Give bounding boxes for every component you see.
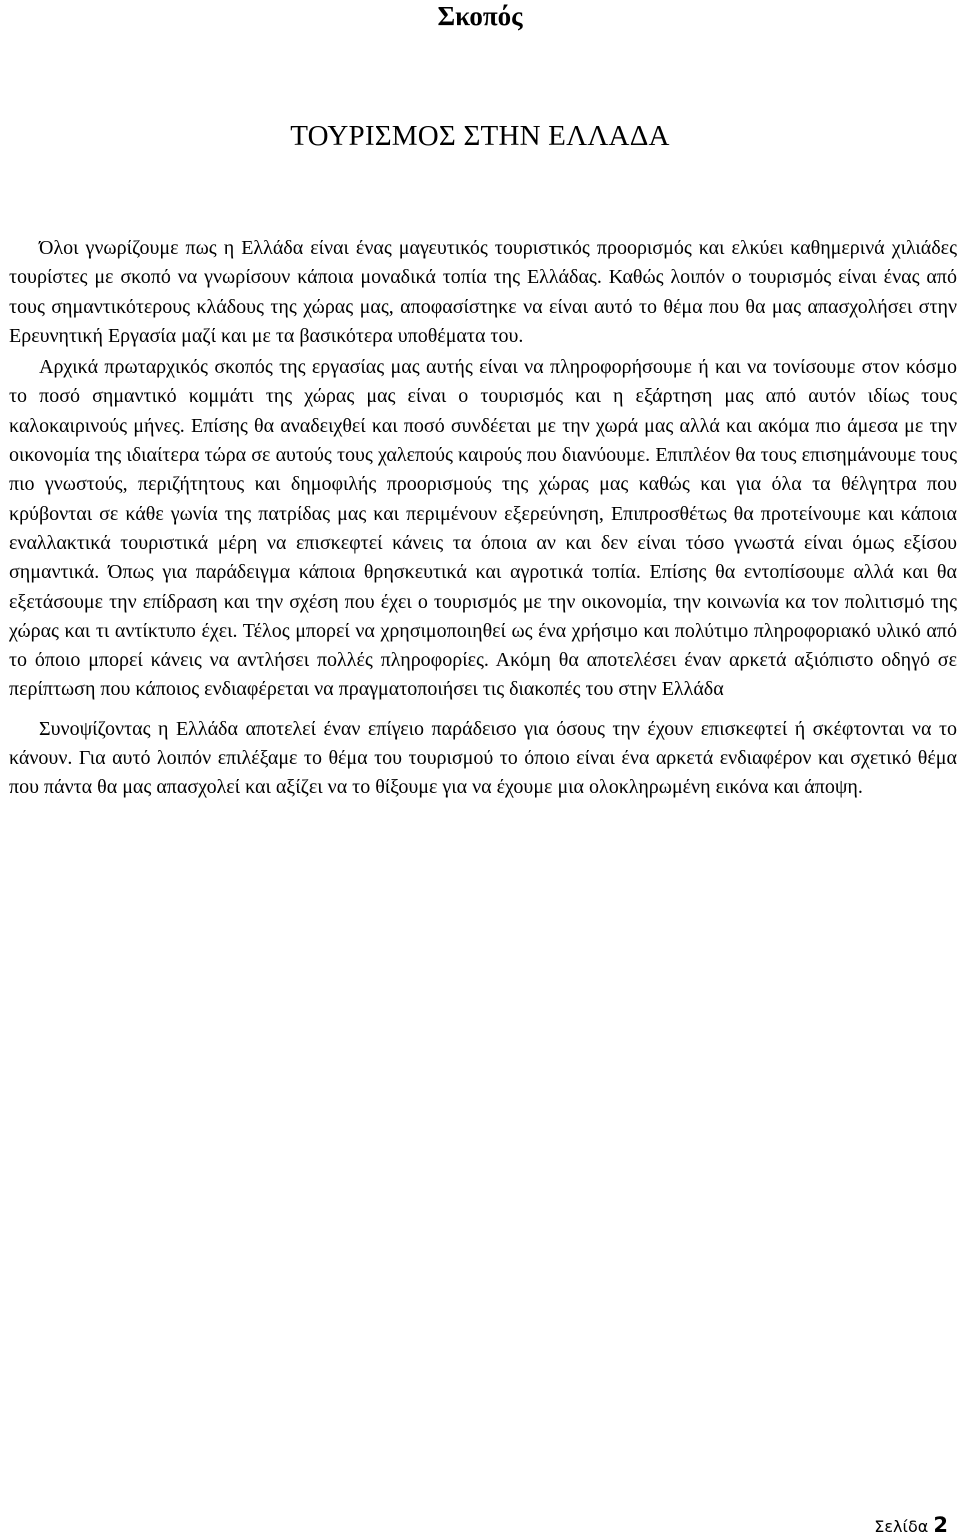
paragraph-summary: Συνοψίζοντας η Ελλάδα αποτελεί έναν επίγειο παράδεισο για όσους την έχουν επισκεφτεί ή σκέφτονται να το κάνουν. Για αυτό λοιπόν επιλέξαμε το θέμα του τουρισμού το όποιο είναι ένα αρκετά ενδιαφέρον και σχετικό θέμα που πάντα θα μας απασχολεί και αξίζει να το θίξουμε για να έχουμε μια ολοκληρωμένη εικόνα και άποψη. [9,717,957,799]
document-title: ΤΟΥΡΙΣΜΟΣ ΣΤΗΝ ΕΛΛΑΔΑ [290,120,670,152]
page-number: 2 [933,1513,948,1537]
paragraph-purpose: Αρχικά πρωταρχικός σκοπός της εργασίας μας αυτής είναι να πληροφορήσουμε ή και να τονίσουμε στον κόσμο το ποσό σημαντικό κομμάτι της χώρας μας είναι ο τουρισμός και η εξάρτηση μας από αυτόν ιδίως τους καλοκαιρινούς μήνες. Επίσης θα αναδειχθεί και ποσό συνδέεται με την χωρά μας αλλά και ακόμα πιο άμεσα με την οικονομία της ιδιαίτερα τώρα σε αυτούς τους χαλεπούς καιρούς που διανύουμε. Επιπλέον θα τους επισημάνουμε τους πιο γνωστούς, περιζήτητους και δημοφιλής προορισμούς της χώρας μας καθώς και για όλα τα θέλγητρα που κρύβονται σε κάθε γωνία της πατρίδας μας και περιμένουν εξερεύνηση, Επιπροσθέτως θα προτείνουμε και κάποια εναλλακτικά τουριστικά μέρη να επισκεφτεί κάνεις τα όποια αν και δεν είναι τόσο γνωστά είναι όμως εξίσου σημαντικά. Όπως για παράδειγμα κάποια θρησκευτικά και αγροτικά τοπία. Επίσης θα εντοπίσουμε αλλά και θα εξετάσουμε την επίδραση και την σχέση που έχει ο τουρισμός με την οικονομία, την κοινωνία κα τον πολιτισμό της χώρας και τι αντίκτυπο έχει. Τέλος μπορεί να χρησιμοποιηθεί ως ένα χρήσιμο και πολύτιμο πληροφοριακό υλικό από το όποιο μπορεί κάνεις να αντλήσει πολλές πληροφορίες. Ακόμη θα αποτελέσει έναν αρκετά αξιόπιστο οδηγό σε περίπτωση που κάποιος ενδιαφέρεται να πραγματοποιήσει τις διακοπές του στην Ελλάδα [9,356,957,701]
document-body [9,234,957,803]
page-label: Σελίδα [874,1517,929,1536]
paragraph-introduction: Όλοι γνωρίζουμε πως η Ελλάδα είναι ένας μαγευτικός τουριστικός προορισμός και ελκύει καθημερινά χιλιάδες τουρίστες με σκοπό να γνωρίσουν κάποια μοναδικά τοπία της Ελλάδας. Καθώς λοιπόν ο τουρισμός είναι ένας από τους σημαντικότερους κλάδους της χώρας μας, αποφασίστηκε να είναι αυτό το θέμα που θα μας απασχολήσει στην Ερευνητική Εργασία μαζί και με τα βασικότερα υποθέματα του. [9,237,957,347]
page-heading: Σκοπός [437,1,523,31]
page-footer [874,1514,948,1538]
